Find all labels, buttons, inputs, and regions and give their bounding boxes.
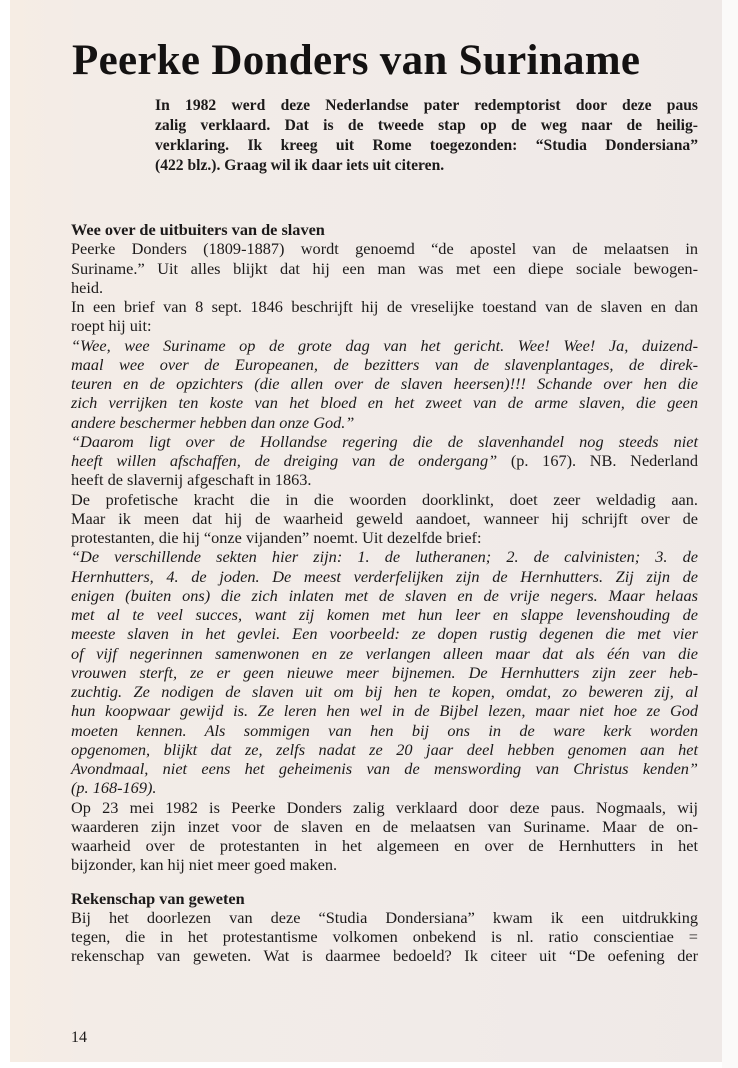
text-line: zuchtig. Ze nodigen de slaven uit om bij hen te kopen, omdat, zo beweren zij, al [71, 682, 698, 701]
text-line: Suriname.” Uit alles blijkt dat hij een man was met een diepe sociale bewogen- [71, 258, 698, 278]
text-line: zich verrijken ten koste van het bloed en het zweet van de arme slaven, die geen [71, 393, 698, 413]
text-line: opgenomen, blijkt dat ze, zelfs nadat ze 20 jaar deel hebben genomen aan het [71, 739, 698, 759]
text-line: maal wee over de Europeanen, de bezitters van de slavenplantages, de direk- [71, 354, 698, 374]
text-line: Maar ik meen dat hij de waarheid geweld aandoet, wanneer hij schrijft over de [71, 508, 698, 528]
text-line: heid. [71, 277, 104, 297]
text-line: heeft de slavernij afgeschaft in 1863. [71, 470, 312, 490]
section-gap [71, 875, 698, 889]
text-line: rekenschap van geweten. Wat is daarmee bedoeld? Ik citeer uit “De oefening der [71, 946, 698, 966]
text-line: “De verschillende sekten hier zijn: 1. de lutheranen; 2. de calvinisten; 3. de [71, 547, 698, 567]
page-edge [722, 0, 738, 1068]
text-line: hun koopwaar gewijd is. Ze leren hen wel in de Bijbel lezen, maar niet hoe ze God [71, 701, 698, 721]
text-line: Hernhutters, 4. de joden. De meest verderfelijken zijn de Hernhutters. Zij zijn de [71, 566, 698, 586]
text-line: andere beschermer hebben dan onze God.” [71, 412, 355, 432]
text-line: In een brief van 8 sept. 1846 beschrijft hij de vreselijke toestand van de slaven en dan [71, 297, 698, 316]
text-line: roept hij uit: [71, 316, 152, 336]
text-line: vrouwen sterft, ze er geen nieuwe meer bijnemen. De Hernhutters zijn zeer heb- [71, 662, 698, 682]
section-rekenschap [71, 889, 698, 966]
text-line: De profetische kracht die in die woorden doorklinkt, doet zeer weldadig aan. [71, 489, 698, 509]
text-line [71, 432, 698, 451]
text-line: protestanten, die hij “onze vijanden” noemt. Uit dezelfde brief: [71, 528, 482, 547]
section-lines [71, 908, 698, 966]
intro-line: (422 blz.). Graag wil ik daar iets uit citeren. [155, 157, 445, 174]
text-run: “Daarom ligt over de Hollandse regering die de slavenhandel nog steeds niet [71, 431, 698, 451]
text-line: waarheid over de protestanten in het algemeen en over de Hernhutters in het [71, 836, 698, 855]
intro-line: zalig verklaard. Dat is de tweede stap op de weg naar de heilig- [155, 117, 698, 134]
text-line: met al te veel succes, want zij komen met hun leer en slappe levenshouding de [71, 605, 698, 624]
text-line: Bij het doorlezen van deze “Studia Dondersiana” kwam ik een uitdrukking [71, 907, 698, 927]
text-line: Avondmaal, niet eens het geheimenis van de menswording van Christus kenden” [71, 759, 698, 778]
text-line: of vijf negerinnen samenwonen en ze verlangen alleen maar dat als één van die [71, 643, 698, 663]
page-title: Peerke Donders van Suriname [72, 37, 641, 84]
body-text [71, 220, 698, 966]
text-line: waarderen zijn inzet voor de slaven en de melaatsen van Suriname. Maar de on- [71, 816, 698, 836]
section-heading: Rekenschap van geweten [71, 888, 245, 908]
section-slaven [71, 220, 698, 875]
text-line: meeste slaven in het gevlei. Een voorbeeld: ze dopen rustig degenen die met vier [71, 624, 698, 644]
section-heading: Wee over de uitbuiters van de slaven [71, 220, 325, 239]
text-line: bijzonder, kan hij niet meer goed maken. [71, 855, 338, 875]
text-line: moeten kennen. Als sommigen van hen bij ons in de ware kerk worden [71, 720, 698, 740]
text-line: tegen, die in het protestantisme volkomen onbekend is nl. ratio conscientiae = [71, 927, 698, 946]
text-line: Peerke Donders (1809-1887) wordt genoemd “de apostel van de melaatsen in [71, 239, 698, 259]
intro-line: verklaring. Ik kreeg uit Rome toegezonden: “Studia Dondersiana” [155, 137, 698, 154]
intro-line: In 1982 werd deze Nederlandse pater redemptorist door deze paus [155, 97, 698, 114]
text-line: “Wee, wee Suriname op de grote dag van het gericht. Wee! Wee! Ja, duizend- [71, 335, 698, 355]
page-number: 14 [71, 1029, 87, 1046]
intro-paragraph [155, 96, 698, 176]
text-line [71, 451, 698, 470]
text-line: teuren en de opzichters (die allen over de slaven heersen)!!! Schande over hen die [71, 374, 698, 393]
text-line: (p. 168-169). [71, 778, 157, 798]
text-run: heeft willen afschaffen, de dreiging van de ondergang” [71, 451, 511, 470]
section-lines [71, 239, 698, 874]
text-line: enigen (buiten ons) die zich inlaten met de slaven en de vrije negers. Maar helaas [71, 585, 698, 605]
book-page [10, 0, 722, 1062]
text-line: Op 23 mei 1982 is Peerke Donders zalig verklaard door deze paus. Nogmaals, wij [71, 797, 698, 817]
text-run: (p. 167). NB. Nederland [510, 451, 698, 470]
